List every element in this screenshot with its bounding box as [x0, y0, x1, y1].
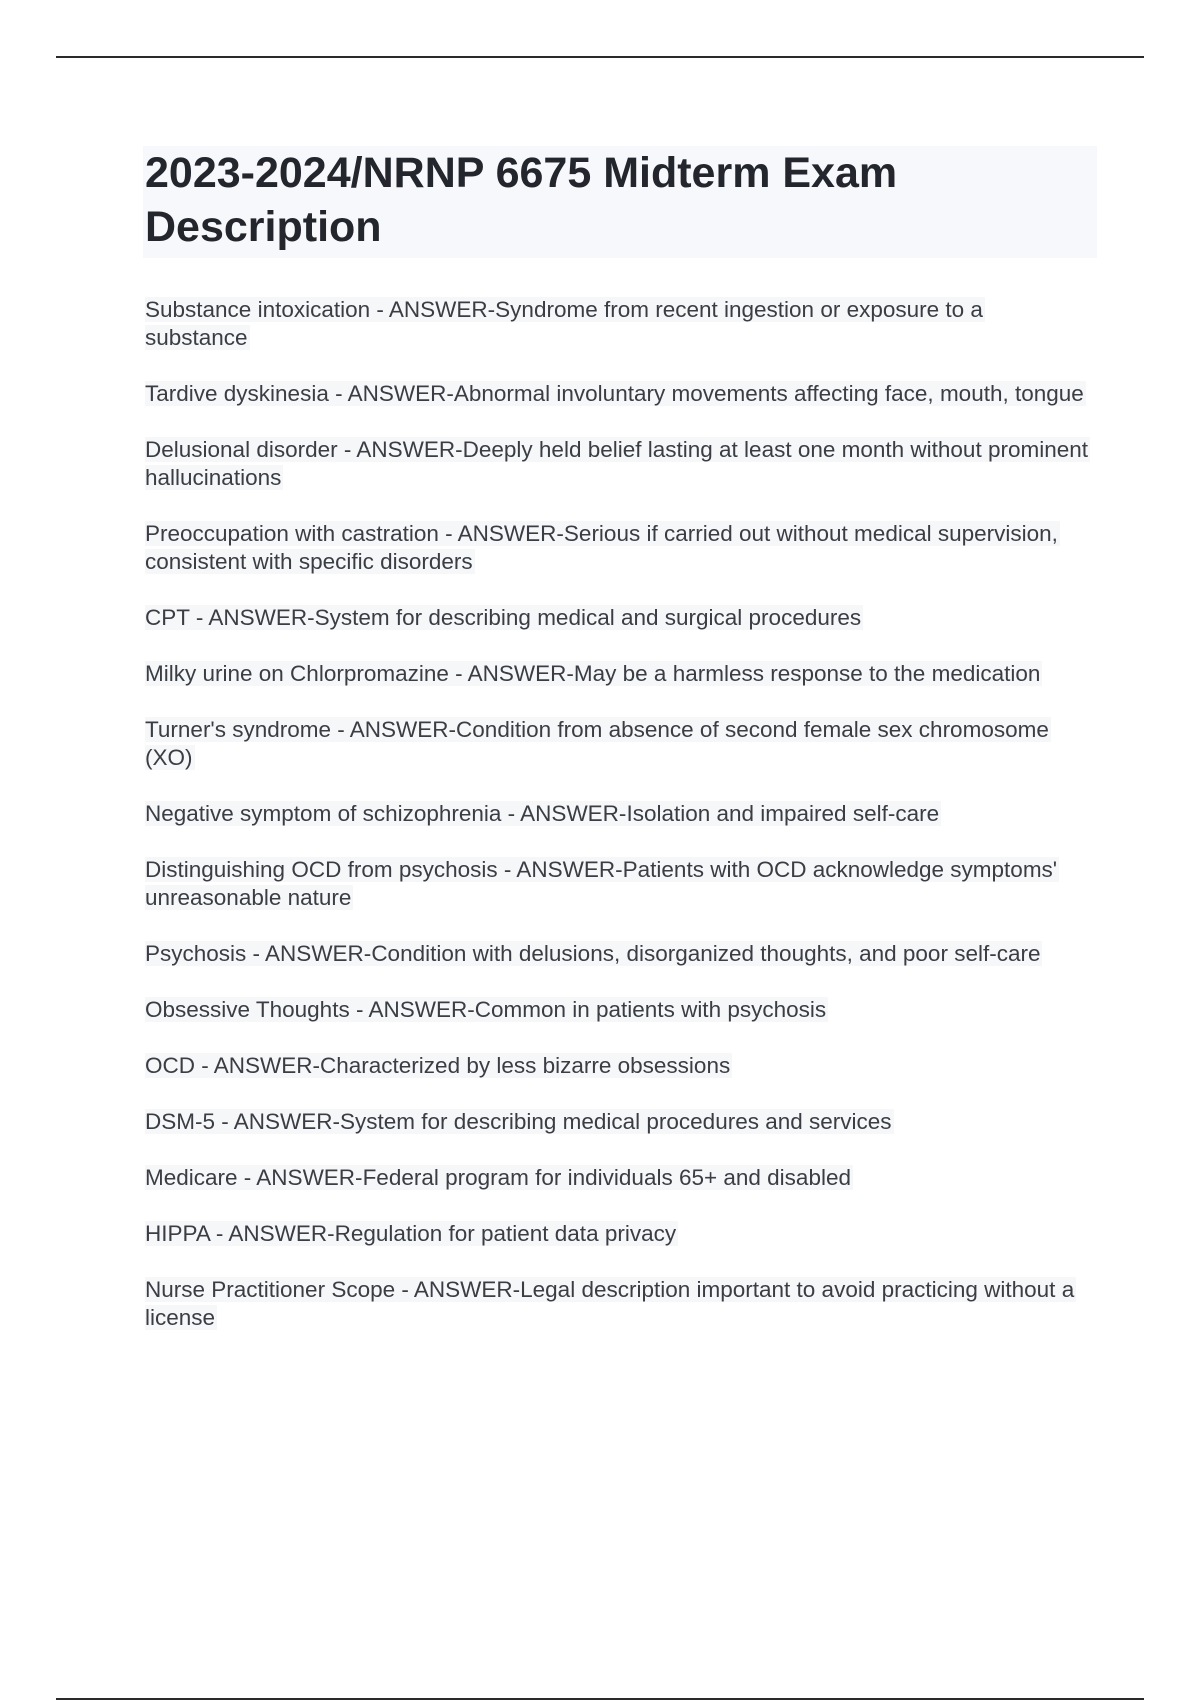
qa-answer: Isolation and impaired self-care [626, 801, 940, 826]
qa-text [145, 1221, 678, 1246]
qa-text [145, 521, 1060, 574]
qa-item [145, 520, 1091, 576]
qa-text [145, 801, 941, 826]
qa-text [145, 605, 863, 630]
qa-text [145, 997, 828, 1022]
qa-text [145, 857, 1059, 910]
qa-answer: System for describing medical and surgical procedures [314, 605, 862, 630]
qa-item [145, 1276, 1091, 1332]
qa-answer: System for describing medical procedures and services [340, 1109, 892, 1134]
document-body [145, 146, 1091, 1360]
qa-answer: Condition from absence of second female sex chromosome (XO) [145, 717, 1049, 770]
qa-separator: - ANSWER- [448, 661, 574, 686]
qa-term: Distinguishing OCD from psychosis [145, 857, 498, 882]
qa-item [145, 940, 1091, 968]
qa-answer: Deeply held belief lasting at least one month without prominent hallucinations [145, 437, 1088, 490]
qa-answer: Regulation for patient data privacy [334, 1221, 677, 1246]
qa-separator: - ANSWER- [349, 997, 475, 1022]
qa-separator: - ANSWER- [370, 297, 496, 322]
qa-term: CPT [145, 605, 190, 630]
qa-text [145, 661, 1042, 686]
qa-item [145, 1220, 1091, 1248]
qa-answer: Patients with OCD acknowledge symptoms' unreasonable nature [145, 857, 1058, 910]
qa-item [145, 856, 1091, 912]
qa-separator: - ANSWER- [189, 605, 315, 630]
qa-separator: - ANSWER- [497, 857, 623, 882]
qa-item [145, 296, 1091, 352]
qa-item [145, 1052, 1091, 1080]
qa-text [145, 297, 985, 350]
qa-answer: Syndrome from recent ingestion or exposure to a substance [145, 297, 983, 350]
qa-separator: - ANSWER- [237, 1165, 363, 1190]
qa-separator: - ANSWER- [438, 521, 564, 546]
qa-item [145, 604, 1091, 632]
qa-term: OCD [145, 1053, 195, 1078]
qa-term: Substance intoxication [145, 297, 371, 322]
qa-text [145, 1053, 732, 1078]
qa-item [145, 996, 1091, 1024]
qa-item [145, 1164, 1091, 1192]
qa-term: Tardive dyskinesia [145, 381, 329, 406]
qa-term: DSM-5 [145, 1109, 216, 1134]
qa-answer: Characterized by less bizarre obsessions [320, 1053, 731, 1078]
qa-list [145, 296, 1091, 1332]
qa-answer: Common in patients with psychosis [474, 997, 827, 1022]
qa-term: Turner's syndrome [145, 717, 332, 742]
qa-term: Psychosis [145, 941, 247, 966]
qa-text [145, 717, 1051, 770]
qa-term: Delusional disorder [145, 437, 338, 462]
qa-text [145, 1109, 894, 1134]
qa-answer: Condition with delusions, disorganized thoughts, and poor self-care [371, 941, 1041, 966]
qa-item [145, 660, 1091, 688]
qa-term: HIPPA [145, 1221, 210, 1246]
qa-text [145, 1165, 853, 1190]
qa-answer: Federal program for individuals 65+ and disabled [362, 1165, 851, 1190]
qa-separator: - ANSWER- [215, 1109, 341, 1134]
qa-term: Preoccupation with castration [145, 521, 439, 546]
qa-item [145, 436, 1091, 492]
qa-text [145, 437, 1090, 490]
qa-text [145, 941, 1042, 966]
qa-item [145, 800, 1091, 828]
qa-item [145, 716, 1091, 772]
qa-term: Nurse Practitioner Scope [145, 1277, 396, 1302]
qa-separator: - ANSWER- [195, 1053, 321, 1078]
qa-separator: - ANSWER- [501, 801, 627, 826]
qa-separator: - ANSWER- [337, 437, 463, 462]
qa-separator: - ANSWER- [331, 717, 457, 742]
qa-item [145, 1108, 1091, 1136]
qa-separator: - ANSWER- [246, 941, 372, 966]
qa-text [145, 1277, 1076, 1330]
page-title: 2023-2024/NRNP 6675 Midterm Exam Description [145, 149, 898, 251]
qa-answer: Legal description important to avoid practicing without a license [145, 1277, 1075, 1330]
qa-term: Obsessive Thoughts [145, 997, 350, 1022]
qa-answer: Serious if carried out without medical supervision, consistent with specific disorders [145, 521, 1058, 574]
qa-term: Milky urine on Chlorpromazine [145, 661, 449, 686]
qa-item [145, 380, 1091, 408]
qa-term: Negative symptom of schizophrenia [145, 801, 502, 826]
qa-answer: May be a harmless response to the medication [573, 661, 1041, 686]
qa-separator: - ANSWER- [328, 381, 454, 406]
qa-separator: - ANSWER- [209, 1221, 335, 1246]
title-block [143, 146, 1097, 258]
top-rule [56, 56, 1144, 58]
qa-term: Medicare [145, 1165, 238, 1190]
qa-answer: Abnormal involuntary movements affecting face, mouth, tongue [453, 381, 1084, 406]
qa-text [145, 381, 1086, 406]
qa-separator: - ANSWER- [395, 1277, 521, 1302]
